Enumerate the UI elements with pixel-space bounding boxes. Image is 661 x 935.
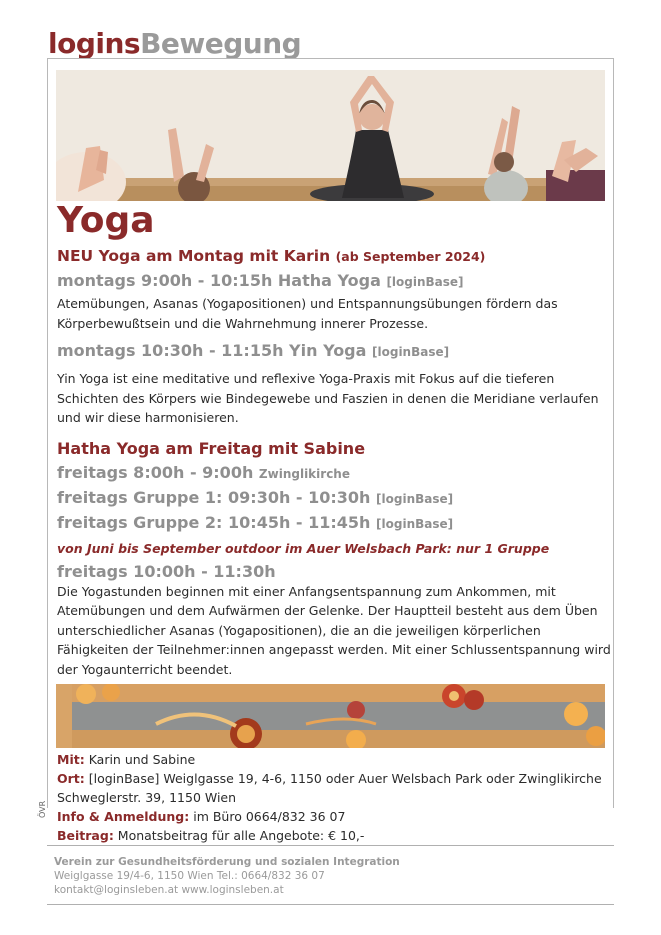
brand-part-bewegung: Bewegung <box>140 27 302 60</box>
yoga-class-photo <box>56 70 605 201</box>
class-friday-outdoor-time: freitags 10:00h - 11:30h <box>57 561 276 581</box>
flower-mandala-photo <box>56 684 605 748</box>
class-friday-slot-1 <box>57 462 613 485</box>
class-yin-monday-time <box>57 340 613 363</box>
page-title: Yoga <box>57 200 155 241</box>
info-anmeldung <box>57 807 613 826</box>
info-beitrag-value: Monatsbeitrag für alle Angebote: € 10,- <box>117 828 365 843</box>
class-time: freitags Gruppe 1: 09:30h - 10:30h <box>57 487 371 507</box>
class-time: montags 10:30h - 11:15h Yin Yoga <box>57 341 367 360</box>
class-time: freitags Gruppe 2: 10:45h - 11:45h <box>57 512 371 532</box>
footer-organization: Verein zur Gesundheitsförderung und sozialen Integration <box>54 856 400 868</box>
footer-address: Weiglgasse 19/4-6, 1150 Wien Tel.: 0664/832 36 07 <box>54 870 325 882</box>
info-mit <box>57 750 613 769</box>
class-location: [loginBase] <box>386 275 464 289</box>
footer-contact: kontakt@loginsleben.at www.loginsleben.at <box>54 884 284 896</box>
footer-bottom-rule <box>47 904 614 905</box>
info-ort-value: [loginBase] Weiglgasse 19, 4-6, 1150 oder Auer Welsbach Park oder Zwinglikirche Schweglerstr. 39, 1150 Wien <box>57 771 602 805</box>
info-block <box>57 750 613 845</box>
class-friday-description: Die Yogastunden beginnen mit einer Anfangsentspannung zum Ankommen, mit Atemübungen und dem Aufwärmen der Gelenke. Der Hauptteil besteht aus dem Üben unterschiedlicher Asanas (Yogapositionen), die an die jeweiligen körperlichen Fähigkeiten der Teilnehmer:innen angepasst werden. Mit einer Schlussentspannung wird der Yogaunterricht beendet. <box>57 583 611 677</box>
footer-top-rule <box>47 845 614 846</box>
class-hatha-monday-time <box>57 270 613 293</box>
class-time: freitags 8:00h - 9:00h <box>57 462 254 482</box>
info-anmeldung-value: im Büro 0664/832 36 07 <box>193 809 346 824</box>
class-location: [loginBase] <box>376 516 454 531</box>
class-location: Zwinglikirche <box>258 466 350 481</box>
section-monday-title: NEU Yoga am Montag mit Karin <box>57 247 331 265</box>
section-monday-note: (ab September 2024) <box>335 249 486 264</box>
side-mark: ÖVR <box>38 800 47 818</box>
section-friday-heading: Hatha Yoga am Freitag mit Sabine <box>57 438 366 458</box>
info-beitrag <box>57 826 613 845</box>
class-hatha-monday-description: Atemübungen, Asanas (Yogapositionen) und Entspannungsübungen fördern das Körperbewußtsein und die Wahrnehmung innerer Prozesse. <box>57 296 558 331</box>
info-mit-value: Karin und Sabine <box>88 752 196 767</box>
section-monday-heading <box>57 245 613 268</box>
info-ort-label: Ort: <box>57 771 85 786</box>
brand-logo <box>48 26 301 62</box>
brand-part-logins: logins <box>48 27 141 60</box>
info-ort <box>57 769 613 807</box>
class-friday-slot-3 <box>57 512 613 535</box>
main-content <box>57 200 613 712</box>
info-anmeldung-label: Info & Anmeldung: <box>57 809 190 824</box>
outdoor-note: von Juni bis September outdoor im Auer Welsbach Park: nur 1 Gruppe <box>57 540 550 556</box>
class-friday-slot-2 <box>57 487 613 510</box>
footer <box>54 855 400 897</box>
class-location: [loginBase] <box>372 345 450 359</box>
info-mit-label: Mit: <box>57 752 85 767</box>
class-location: [loginBase] <box>376 491 454 506</box>
info-beitrag-label: Beitrag: <box>57 828 114 843</box>
class-yin-monday-description: Yin Yoga ist eine meditative und reflexive Yoga-Praxis mit Fokus auf die tieferen Schichten des Körpers wie Bindegewebe und Faszien in denen die Meridiane verlaufen und wir diese harmonisieren. <box>57 371 599 425</box>
class-time: montags 9:00h - 10:15h Hatha Yoga <box>57 271 381 290</box>
